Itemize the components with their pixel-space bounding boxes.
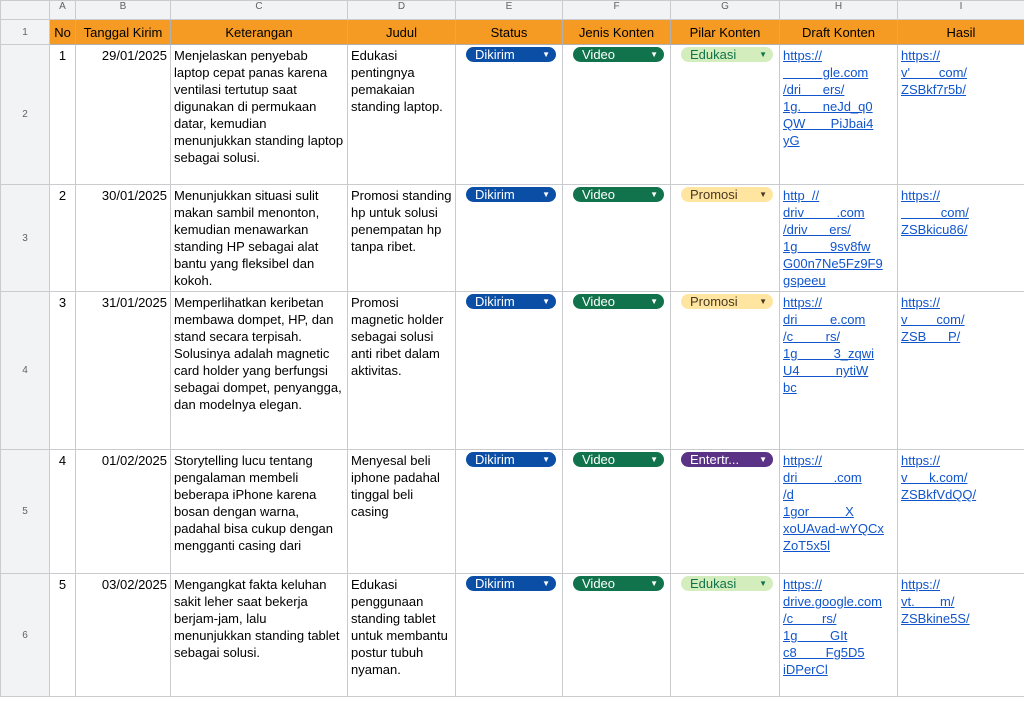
cell-keterangan[interactable] (171, 185, 348, 292)
table-header-row (1, 20, 1024, 45)
cell-tanggal-kirim[interactable]: 31/01/2025 (76, 292, 171, 450)
hasil-link-line[interactable]: ZSB P/ (901, 329, 961, 344)
status-dropdown-chip[interactable] (466, 576, 556, 591)
dropdown-arrow-icon: ▼ (759, 297, 767, 306)
row-number[interactable]: 4 (1, 292, 50, 450)
status-dropdown-chip[interactable] (466, 294, 556, 309)
cell-pilar-konten[interactable] (671, 45, 780, 185)
table-row (1, 450, 1024, 574)
table-row (1, 292, 1024, 450)
status-chip-label: Dikirim (475, 294, 515, 309)
hasil-link-line[interactable]: v' com/ (901, 65, 968, 80)
hasil-link-line[interactable]: vt. m/ (901, 594, 955, 609)
cell-pilar-konten[interactable] (671, 450, 780, 574)
cell-keterangan[interactable] (171, 574, 348, 697)
cell-judul[interactable] (348, 574, 456, 697)
cell-pilar-konten[interactable] (671, 292, 780, 450)
draft-link-line[interactable]: gspeeu (783, 273, 826, 288)
header-status[interactable]: Status (456, 20, 563, 45)
cell-jenis-konten[interactable] (563, 45, 671, 185)
dropdown-arrow-icon: ▼ (542, 579, 550, 588)
cell-jenis-konten[interactable] (563, 574, 671, 697)
status-chip-label: Dikirim (475, 452, 515, 467)
draft-link-line[interactable]: 1g 3_zqwi (783, 346, 875, 361)
header-jenis-konten[interactable]: Jenis Konten (563, 20, 671, 45)
pilar-chip-label: Edukasi (690, 576, 737, 591)
hasil-link-line[interactable]: v k.com/ (901, 470, 968, 485)
judul-text: Edukasi pentingnya pemakaian standing laptop. (351, 48, 443, 114)
draft-link-line[interactable]: drive.google.com (783, 594, 882, 609)
cell-draft-konten[interactable] (780, 185, 898, 292)
cell-hasil[interactable] (898, 45, 1024, 185)
column-header-a[interactable]: A (50, 1, 76, 20)
draft-link-line[interactable]: gle.com (783, 65, 869, 80)
hasil-link-line[interactable]: ZSBkfVdQQ/ (901, 487, 977, 502)
judul-text: Promosi magnetic holder sebagai solusi anti ribet dalam aktivitas. (351, 295, 444, 378)
cell-hasil[interactable] (898, 574, 1024, 697)
keterangan-text: Storytelling lucu tentang pengalaman membeli beberapa iPhone karena bosan dengan warna, padahal bisa cukup dengan mengganti casing dari (174, 453, 334, 553)
dropdown-arrow-icon: ▼ (650, 190, 658, 199)
cell-draft-konten[interactable] (780, 292, 898, 450)
cell-draft-konten[interactable] (780, 450, 898, 574)
jenis-konten-dropdown-chip[interactable] (573, 187, 664, 202)
cell-no[interactable]: 1 (50, 45, 76, 185)
pilar-konten-dropdown-chip[interactable] (681, 576, 773, 591)
draft-link-line[interactable]: dri .com (783, 470, 862, 485)
row-number[interactable]: 2 (1, 45, 50, 185)
pilar-chip-label: Entertr... (690, 452, 740, 467)
draft-link-line[interactable]: 1g 9sv8fw (783, 239, 871, 254)
table-row (1, 185, 1024, 292)
column-header-row (1, 1, 1024, 20)
draft-link-line[interactable]: /d (783, 487, 794, 502)
row-number-1[interactable]: 1 (1, 20, 50, 45)
cell-keterangan[interactable] (171, 45, 348, 185)
dropdown-arrow-icon: ▼ (650, 297, 658, 306)
cell-tanggal-kirim[interactable]: 01/02/2025 (76, 450, 171, 574)
hasil-link-line[interactable]: https:// (901, 48, 941, 63)
draft-link-line[interactable]: iDPerCl (783, 662, 828, 677)
draft-link-line[interactable]: QW PiJbai4 (783, 116, 874, 131)
pilar-konten-dropdown-chip[interactable] (681, 452, 773, 467)
draft-link-line[interactable]: c8 Fg5D5 (783, 645, 865, 660)
draft-link-line[interactable]: G00n7Ne5Fz9F9 (783, 256, 883, 271)
cell-status[interactable] (456, 450, 563, 574)
dropdown-arrow-icon: ▼ (542, 455, 550, 464)
pilar-chip-label: Promosi (690, 187, 738, 202)
hasil-link-line[interactable]: https:// (901, 188, 941, 203)
dropdown-arrow-icon: ▼ (759, 190, 767, 199)
column-header-b[interactable]: B (76, 1, 171, 20)
header-pilar-konten[interactable]: Pilar Konten (671, 20, 780, 45)
header-keterangan[interactable]: Keterangan (171, 20, 348, 45)
draft-link-line[interactable]: 1gor X (783, 504, 854, 519)
draft-link-line[interactable]: ZoT5x5l (783, 538, 830, 553)
cell-keterangan[interactable] (171, 450, 348, 574)
column-header-d[interactable]: D (348, 1, 456, 20)
jenis-chip-label: Video (582, 187, 616, 202)
cell-status[interactable] (456, 185, 563, 292)
status-dropdown-chip[interactable] (466, 452, 556, 467)
draft-link-line[interactable]: yG (783, 133, 800, 148)
jenis-chip-label: Video (582, 576, 616, 591)
keterangan-text: Menjelaskan penyebab laptop cepat panas karena ventilasi tertutup saat digunakan di permukaan datar, kemudian menunjukkan standing laptop sebagai solusi. (174, 48, 344, 165)
draft-link-line[interactable]: 1g GIt (783, 628, 848, 643)
cell-jenis-konten[interactable] (563, 450, 671, 574)
draft-link-line[interactable]: dri e.com (783, 312, 866, 327)
draft-link-line[interactable]: https:// (783, 453, 823, 468)
cell-draft-konten[interactable] (780, 45, 898, 185)
pilar-chip-label: Promosi (690, 294, 738, 309)
cell-pilar-konten[interactable] (671, 574, 780, 697)
cell-no[interactable]: 2 (50, 185, 76, 292)
jenis-konten-dropdown-chip[interactable] (573, 294, 664, 309)
cell-draft-konten[interactable] (780, 574, 898, 697)
cell-jenis-konten[interactable] (563, 185, 671, 292)
dropdown-arrow-icon: ▼ (759, 579, 767, 588)
draft-link-line[interactable]: /dri ers/ (783, 82, 845, 97)
draft-link-line[interactable]: /driv ers/ (783, 222, 851, 237)
pilar-konten-dropdown-chip[interactable] (681, 187, 773, 202)
cell-status[interactable] (456, 292, 563, 450)
draft-link-line[interactable]: http // (783, 188, 820, 203)
draft-link-line[interactable]: /c rs/ (783, 611, 837, 626)
draft-link-line[interactable]: https:// (783, 577, 823, 592)
keterangan-text: Menunjukkan situasi sulit makan sambil menonton, kemudian menawarkan standing HP sebagai alat bantu yang fleksibel dan kokoh. (174, 188, 320, 288)
column-header-c[interactable]: C (171, 1, 348, 20)
cell-keterangan[interactable] (171, 292, 348, 450)
header-hasil[interactable]: Hasil (898, 20, 1024, 45)
cell-hasil[interactable] (898, 185, 1024, 292)
dropdown-arrow-icon: ▼ (650, 50, 658, 59)
judul-text: Promosi standing hp untuk solusi penempatan hp tanpa ribet. (351, 188, 452, 254)
jenis-chip-label: Video (582, 294, 616, 309)
dropdown-arrow-icon: ▼ (650, 455, 658, 464)
dropdown-arrow-icon: ▼ (759, 455, 767, 464)
keterangan-text: Memperlihatkan keribetan membawa dompet, HP, dan stand secara terpisah. Solusinya adalah magnetic card holder yang berfungsi sebagai dompet, penyangga, dan modelnya elegan. (174, 295, 342, 412)
judul-text: Edukasi penggunaan standing tablet untuk membantu postur tubuh nyaman. (351, 577, 448, 677)
status-dropdown-chip[interactable] (466, 47, 556, 62)
hasil-link-line[interactable]: https:// (901, 295, 941, 310)
cell-no[interactable]: 4 (50, 450, 76, 574)
cell-judul[interactable] (348, 292, 456, 450)
dropdown-arrow-icon: ▼ (542, 297, 550, 306)
status-chip-label: Dikirim (475, 47, 515, 62)
dropdown-arrow-icon: ▼ (650, 579, 658, 588)
jenis-chip-label: Video (582, 452, 616, 467)
hasil-link-line[interactable]: ZSBkf7r5b/ (901, 82, 967, 97)
header-no[interactable]: No (50, 20, 76, 45)
keterangan-text: Mengangkat fakta keluhan sakit leher saat bekerja berjam-jam, lalu menunjukkan standing tablet sebagai solusi. (174, 577, 340, 660)
cell-no[interactable]: 5 (50, 574, 76, 697)
row-number[interactable]: 6 (1, 574, 50, 697)
select-all-corner[interactable] (1, 1, 50, 20)
hasil-link-line[interactable]: v com/ (901, 312, 965, 327)
draft-link-line[interactable]: /c rs/ (783, 329, 841, 344)
dropdown-arrow-icon: ▼ (542, 190, 550, 199)
header-judul[interactable]: Judul (348, 20, 456, 45)
row-number[interactable]: 3 (1, 185, 50, 292)
column-header-h[interactable]: H (780, 1, 898, 20)
draft-link-line[interactable]: xoUAvad-wYQCx (783, 521, 884, 536)
draft-link-line[interactable]: 1g. neJd_q0 (783, 99, 873, 114)
cell-status[interactable] (456, 45, 563, 185)
cell-judul[interactable] (348, 45, 456, 185)
cell-tanggal-kirim[interactable]: 29/01/2025 (76, 45, 171, 185)
pilar-konten-dropdown-chip[interactable] (681, 47, 773, 62)
hasil-link-line[interactable]: ZSBkine5S/ (901, 611, 970, 626)
status-chip-label: Dikirim (475, 576, 515, 591)
header-tanggal-kirim[interactable]: Tanggal Kirim (76, 20, 171, 45)
draft-link-line[interactable]: https:// (783, 295, 823, 310)
column-header-g[interactable]: G (671, 1, 780, 20)
table-row (1, 574, 1024, 697)
pilar-chip-label: Edukasi (690, 47, 737, 62)
dropdown-arrow-icon: ▼ (759, 50, 767, 59)
column-header-e[interactable]: E (456, 1, 563, 20)
jenis-konten-dropdown-chip[interactable] (573, 452, 664, 467)
cell-tanggal-kirim[interactable]: 30/01/2025 (76, 185, 171, 292)
draft-link-line[interactable]: bc (783, 380, 797, 395)
draft-link-line[interactable]: https:// (783, 48, 823, 63)
judul-text: Menyesal beli iphone padahal tinggal beli casing (351, 453, 440, 519)
hasil-link-line[interactable]: https:// (901, 453, 941, 468)
status-chip-label: Dikirim (475, 187, 515, 202)
hasil-link-line[interactable]: com/ (901, 205, 969, 220)
header-draft-konten[interactable]: Draft Konten (780, 20, 898, 45)
dropdown-arrow-icon: ▼ (542, 50, 550, 59)
table-row (1, 45, 1024, 185)
column-header-f[interactable]: F (563, 1, 671, 20)
status-dropdown-chip[interactable] (466, 187, 556, 202)
hasil-link-line[interactable]: https:// (901, 577, 941, 592)
cell-hasil[interactable] (898, 292, 1024, 450)
cell-judul[interactable] (348, 450, 456, 574)
column-header-i[interactable]: I (898, 1, 1024, 20)
cell-jenis-konten[interactable] (563, 292, 671, 450)
jenis-chip-label: Video (582, 47, 616, 62)
row-number[interactable]: 5 (1, 450, 50, 574)
cell-no[interactable]: 3 (50, 292, 76, 450)
pilar-konten-dropdown-chip[interactable] (681, 294, 773, 309)
cell-pilar-konten[interactable] (671, 185, 780, 292)
cell-hasil[interactable] (898, 450, 1024, 574)
jenis-konten-dropdown-chip[interactable] (573, 47, 664, 62)
draft-link-line[interactable]: driv .com (783, 205, 865, 220)
draft-link-line[interactable]: U4 nytiW (783, 363, 869, 378)
cell-judul[interactable] (348, 185, 456, 292)
hasil-link-line[interactable]: ZSBkicu86/ (901, 222, 968, 237)
cell-tanggal-kirim[interactable]: 03/02/2025 (76, 574, 171, 697)
jenis-konten-dropdown-chip[interactable] (573, 576, 664, 591)
cell-status[interactable] (456, 574, 563, 697)
